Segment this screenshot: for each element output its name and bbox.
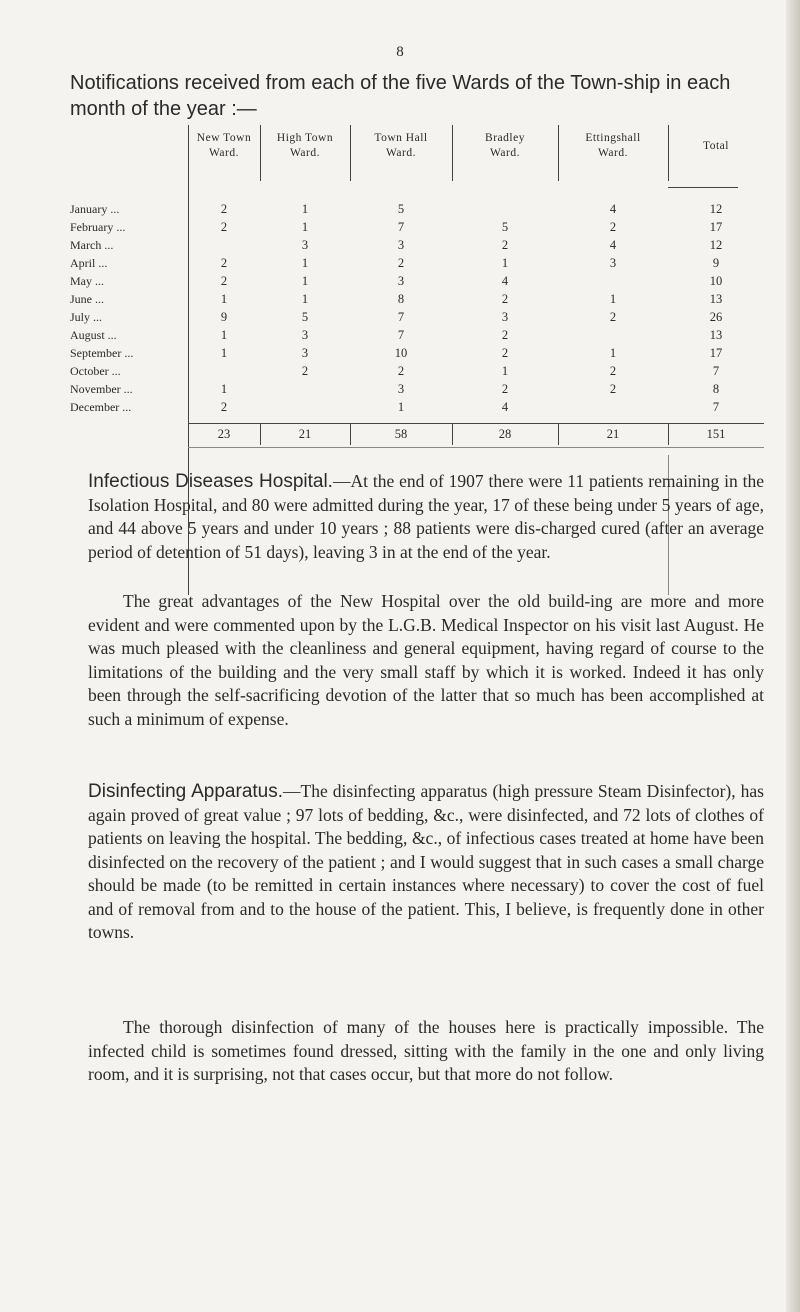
table-cell: 1 (220, 292, 228, 306)
table-cell: 2 (501, 382, 509, 396)
table-cell: 1 (301, 256, 309, 270)
hospital-heading: Infectious Diseases Hospital. (88, 471, 333, 492)
table-cell: 1 (220, 382, 228, 396)
table-cell: 2 (609, 220, 617, 234)
table-cell: 2 (220, 256, 228, 270)
table-cell: 1 (501, 256, 509, 270)
month-label: June ... (70, 292, 104, 306)
month-label: November ... (70, 382, 133, 396)
table-cell: 7 (397, 328, 405, 342)
total-cell: 21 (606, 427, 620, 441)
header-bradley: Bradley Ward. (485, 132, 525, 159)
hospital-text: —At the end of 1907 there were 11 patients remaining in the Isolation Hospital, and 80 were admitted during the year, 17 of these being under 5 years of age, and 44 above 5 years and under 10 years ; 88 patients were dis-charged cured (after an average period of detention of 51 days), leaving 3 in at the end of the year. (88, 471, 764, 562)
table-cell: 1 (301, 292, 309, 306)
table-cell: 2 (609, 310, 617, 324)
table-cell: 3 (301, 328, 309, 342)
advantages-text: The great advantages of the New Hospital over the old build-ing are more and more evident and were commented upon by the L.G.B. Medical Inspector on his visit last August. He was much pleased with the cleanliness and general equipment, having regard of course to the limitations of the building and the very small staff by which it is worked. Indeed it has only been through the self-sacrificing devotion of the latter that so much has been accomplished at such a minimum of expense. (88, 591, 764, 729)
table-cell: 10 (394, 346, 408, 360)
table-cell: 13 (709, 328, 723, 342)
page-edge (786, 0, 800, 1312)
month-label: October ... (70, 364, 121, 378)
table-cell: 2 (220, 400, 228, 414)
thorough-text: The thorough disinfection of many of the houses here is practically impossible. The infected child is sometimes found dressed, sitting with the family in the one and only living room, and it is surprising, not that cases occur, but that more do not follow. (88, 1017, 764, 1084)
table-cell: 2 (397, 256, 405, 270)
disinfecting-text: —The disinfecting apparatus (high pressure Steam Disinfector), has again proved of great value ; 97 lots of bedding, &c., were disinfected, and 72 lots of clothes of patients on leaving the hospital. The bedding, &c., of infectious cases treated at home have been disinfected on the recovery of the patient ; and I would suggest that in such cases a small charge should be made (to be remitted in certain instances where necessary) to cover the cost of fuel and of removal from and to the house of the patient. This, I believe, is frequently done in other towns. (88, 781, 764, 942)
total-cell: 23 (217, 427, 231, 441)
table-cell: 1 (609, 346, 617, 360)
table-cell: 13 (709, 292, 723, 306)
month-label: July ... (70, 310, 103, 324)
advantages-paragraph (88, 590, 764, 731)
table-cell: 12 (709, 202, 723, 216)
table-cell: 1 (220, 328, 228, 342)
table-cell: 7 (712, 400, 720, 414)
totals-rule (188, 423, 764, 424)
table-cell: 8 (712, 382, 720, 396)
table-cell: 2 (301, 364, 309, 378)
table-cell: 2 (501, 346, 509, 360)
header-rule (668, 187, 738, 188)
table-cell: 12 (709, 238, 723, 252)
table-cell: 1 (301, 274, 309, 288)
thorough-paragraph (88, 1016, 764, 1087)
table-cell: 9 (220, 310, 228, 324)
table-cell: 1 (609, 292, 617, 306)
month-label: January ... (70, 202, 120, 216)
table-cell: 1 (301, 202, 309, 216)
disinfecting-heading: Disinfecting Apparatus. (88, 781, 284, 802)
table-cell: 9 (712, 256, 720, 270)
month-label: February ... (70, 220, 126, 234)
header-town-hall: Town Hall Ward. (374, 132, 428, 159)
month-label: December ... (70, 400, 132, 414)
table-cell: 2 (220, 220, 228, 234)
table-intro: Notifications received from each of the five Wards of the Town-ship in each month of the year :— (70, 72, 731, 120)
table-cell: 1 (501, 364, 509, 378)
header-ettingshall: Ettingshall Ward. (585, 132, 641, 159)
table-cell: 7 (397, 310, 405, 324)
table-cell: 2 (501, 328, 509, 342)
table-cell: 4 (609, 238, 617, 252)
table-cell: 5 (501, 220, 509, 234)
table-cell: 17 (709, 346, 723, 360)
table-cell: 1 (220, 346, 228, 360)
table-cell: 7 (712, 364, 720, 378)
total-cell: 151 (706, 427, 726, 441)
hospital-paragraph (88, 470, 764, 564)
header-high-town: High Town Ward. (276, 132, 334, 159)
table-bottom-rule (188, 447, 764, 448)
page-number: 8 (396, 44, 404, 60)
table-cell: 7 (397, 220, 405, 234)
table-cell: 4 (501, 274, 509, 288)
month-label: March ... (70, 238, 114, 252)
table-cell: 3 (609, 256, 617, 270)
table-cell: 2 (609, 364, 617, 378)
table-cell: 1 (301, 220, 309, 234)
month-label: August ... (70, 328, 117, 342)
table-cell: 8 (397, 292, 405, 306)
table-cell: 10 (709, 274, 723, 288)
table-cell: 3 (301, 238, 309, 252)
total-cell: 58 (394, 427, 408, 441)
table-cell: 2 (220, 202, 228, 216)
table-cell: 3 (397, 382, 405, 396)
total-cell: 21 (298, 427, 312, 441)
table-cell: 4 (501, 400, 509, 414)
table-cell: 3 (501, 310, 509, 324)
table-cell: 4 (609, 202, 617, 216)
table-cell: 2 (397, 364, 405, 378)
month-label: April ... (70, 256, 108, 270)
table-cell: 3 (301, 346, 309, 360)
month-label: May ... (70, 274, 104, 288)
table-cell: 5 (301, 310, 309, 324)
table-cell: 3 (397, 238, 405, 252)
table-cell: 2 (609, 382, 617, 396)
table-cell: 2 (220, 274, 228, 288)
table-cell: 3 (397, 274, 405, 288)
table-cell: 1 (397, 400, 405, 414)
total-cell: 28 (498, 427, 512, 441)
disinfecting-paragraph (88, 780, 764, 945)
header-new-town: New Town Ward. (196, 132, 252, 159)
table-cell: 17 (709, 220, 723, 234)
month-label: September ... (70, 346, 134, 360)
table-cell: 26 (709, 310, 723, 324)
header-total: Total (703, 140, 729, 152)
table-cell: 5 (397, 202, 405, 216)
table-cell: 2 (501, 292, 509, 306)
table-cell: 2 (501, 238, 509, 252)
